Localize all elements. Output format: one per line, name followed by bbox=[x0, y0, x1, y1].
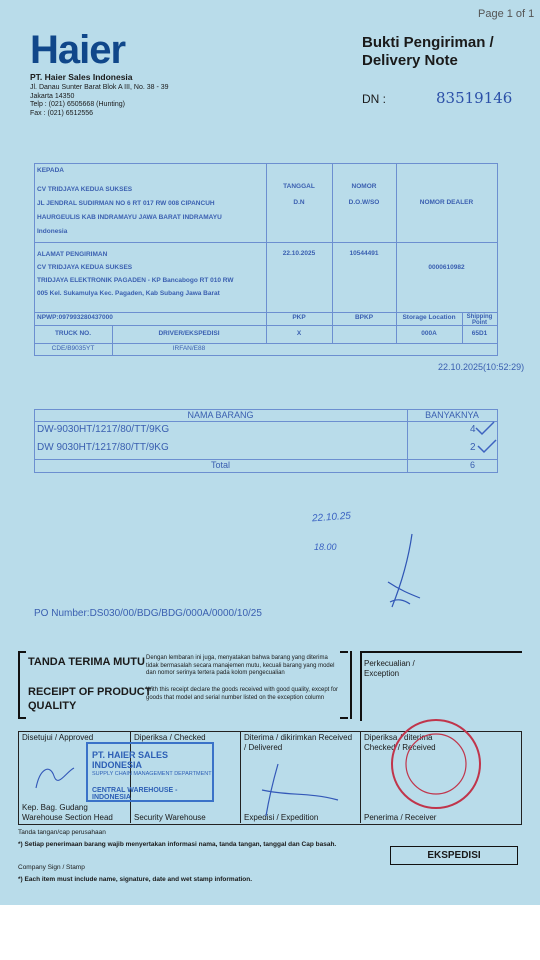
nomor-header: NOMOR bbox=[351, 183, 377, 190]
alamat-line: TRIDJAYA ELEKTRONIK PAGADEN - KP Bancabogo RT 010 RW bbox=[37, 277, 234, 284]
kepada-line: HAURGEULIS KAB INDRAMAYU JAWA BARAT INDRAMAYU bbox=[37, 214, 222, 221]
item-row-qty: 2 bbox=[470, 442, 476, 453]
receipt-title-en-line: RECEIPT OF PRODUCT bbox=[28, 686, 152, 698]
shipping-value: 65D1 bbox=[471, 330, 488, 337]
address-line: Telp : (021) 6505668 (Hunting) bbox=[30, 101, 125, 108]
received-label: Diterima / dikirimkan Received / Delivered bbox=[244, 733, 353, 752]
security-label: Security Warehouse bbox=[134, 813, 206, 822]
receipt-title-id: TANDA TERIMA MUTU bbox=[28, 656, 145, 668]
frame-corner bbox=[340, 651, 348, 653]
kepada-label: KEPADA bbox=[37, 167, 64, 174]
footer-sign-en: Company Sign / Stamp bbox=[18, 864, 85, 871]
check-icon bbox=[476, 438, 498, 454]
address-line: Fax : (021) 6512556 bbox=[30, 109, 94, 117]
doc-title bbox=[362, 34, 494, 70]
signature-mark bbox=[258, 760, 348, 820]
receipt-title-en-line: QUALITY bbox=[28, 700, 77, 712]
table-line bbox=[34, 355, 498, 356]
approved-label: Disetujui / Approved bbox=[22, 733, 94, 742]
kepada-address bbox=[37, 183, 222, 239]
ekspedisi-box: EKSPEDISI bbox=[390, 846, 518, 865]
warehouse-head-line: Warehouse Section Head bbox=[22, 813, 113, 822]
shipping-label: Shipping Point bbox=[466, 314, 493, 326]
warehouse-stamp bbox=[86, 742, 214, 802]
handwritten-time: 18.00 bbox=[314, 542, 337, 552]
items-header-name: NAMA BARANG bbox=[187, 410, 254, 420]
timestamp: 22.10.2025(10:52:29) bbox=[438, 362, 525, 372]
driver-label: DRIVER/EKSPEDISI bbox=[158, 330, 220, 337]
dealer-value: 0000610982 bbox=[428, 264, 465, 271]
address-line: Jl. Danau Sunter Barat Blok A III, No. 38 - 39 bbox=[30, 84, 169, 91]
items-header-qty: BANYAKNYA bbox=[425, 410, 479, 420]
signature-mark bbox=[30, 758, 80, 798]
bpkp-label: BPKP bbox=[354, 314, 374, 321]
address-line: Jakarta 14350 bbox=[30, 92, 75, 100]
item-row-name: DW-9030HT/1217/80/TT/9KG bbox=[37, 424, 170, 435]
company-round-stamp bbox=[386, 714, 486, 814]
table-line bbox=[34, 163, 35, 355]
alamat-line: CV TRIDJAYA KEDUA SUKSES bbox=[37, 264, 133, 271]
stamp-line: SUPPLY CHAIN MANAGEMENT DEPARTMENT bbox=[92, 771, 212, 777]
exception-label: Perkecualian / Exception bbox=[364, 659, 415, 678]
storage-value: 000A bbox=[421, 330, 437, 337]
haier-logo: Haier bbox=[30, 28, 126, 72]
handwritten-date: 22.10.25 bbox=[311, 510, 352, 525]
dn-number: 83519146 bbox=[436, 89, 513, 107]
sig-divider bbox=[240, 731, 241, 823]
receipt-text-id: Dengan lembaran ini juga, menyatakan bahwa barang yang diterima tidak bermasalah secara manajemen mutu, kecuali barang yang model dan nomor serinya tertera pada kolom pengecualian bbox=[146, 655, 335, 676]
frame-corner bbox=[340, 717, 348, 719]
signature-mark bbox=[380, 532, 430, 612]
receipt-title-en bbox=[28, 685, 151, 713]
footer-note-en: *) Each item must include name, signature, date and wet stamp information. bbox=[18, 876, 253, 883]
po-number: PO Number:DS030/00/BDG/BDG/000A/0000/10/25 bbox=[34, 608, 262, 619]
tanggal-sub: D.N bbox=[293, 199, 305, 206]
table-line bbox=[497, 163, 498, 355]
penerima-label: Penerima / Receiver bbox=[364, 813, 437, 822]
dealer-header: NOMOR DEALER bbox=[419, 199, 474, 206]
table-line bbox=[34, 343, 498, 344]
kepada-line: Indonesia bbox=[37, 228, 68, 235]
total-value: 6 bbox=[470, 460, 476, 470]
items-line bbox=[34, 421, 498, 422]
checked-label: Diperiksa / Checked bbox=[134, 733, 206, 742]
tanggal-value: 22.10.2025 bbox=[282, 250, 316, 257]
driver-value: IRFAN/E88 bbox=[172, 345, 206, 352]
item-row-name: DW 9030HT/1217/80/TT/9KG bbox=[37, 442, 169, 453]
company-address bbox=[30, 84, 169, 118]
alamat-line: 005 Kel. Sukamulya Kec. Pagaden, Kab Subang Jawa Barat bbox=[37, 290, 220, 297]
kepada-line: CV TRIDJAYA KEDUA SUKSES bbox=[37, 186, 133, 193]
sig-divider bbox=[360, 731, 361, 823]
footer-sign-id: Tanda tangan/cap perusahaan bbox=[18, 829, 106, 836]
doc-title-line-1: Bukti Pengiriman / bbox=[362, 34, 494, 51]
nomor-sub: D.O.W/SO bbox=[348, 199, 380, 206]
nomor-value: 10544491 bbox=[349, 250, 379, 257]
footer-note-id: *) Setiap penerimaan barang wajib menyertakan informasi nama, tanda tangan, tanggal dan Cap basah. bbox=[18, 841, 337, 848]
truck-value: CDE/B9035YT bbox=[51, 345, 95, 352]
expedisi-label: Expedisi / Expedition bbox=[244, 813, 319, 822]
alamat-label: ALAMAT PENGIRIMAN bbox=[37, 251, 108, 258]
item-row-qty: 4 bbox=[470, 424, 476, 435]
tanggal-header: TANGGAL bbox=[283, 183, 315, 190]
check-icon bbox=[474, 420, 496, 436]
receipt-text-en: With this receipt declare the goods received with good quality, except for goods that model and serial number listed on the exception column bbox=[146, 687, 338, 701]
storage-label: Storage Location bbox=[402, 314, 456, 321]
frame-corner bbox=[18, 717, 26, 719]
pkp-value: X bbox=[296, 330, 302, 337]
frame-corner bbox=[18, 651, 26, 653]
stamp-line: PT. HAIER SALES INDONESIA bbox=[92, 750, 169, 770]
kepada-line: JL JENDRAL SUDIRMAN NO 6 RT 017 RW 008 CIPANCUH bbox=[37, 200, 215, 207]
stamp-line: CENTRAL WAREHOUSE - INDONESIA bbox=[92, 787, 178, 801]
checked2-label: Diperiksa / diterima Checked / Received bbox=[364, 733, 436, 752]
total-label: Total bbox=[210, 460, 230, 470]
pkp-label: PKP bbox=[292, 314, 306, 321]
npwp: NPWP:097993280437000 bbox=[37, 314, 113, 321]
items-line bbox=[34, 472, 498, 473]
dn-label: DN : bbox=[362, 92, 386, 106]
warehouse-head-line: Kep. Bag. Gudang bbox=[22, 803, 88, 812]
warehouse-head-label bbox=[22, 803, 113, 823]
company-name: PT. Haier Sales Indonesia bbox=[30, 72, 133, 82]
truck-label: TRUCK NO. bbox=[54, 330, 92, 337]
page-label: Page 1 of 1 bbox=[478, 8, 535, 20]
doc-title-line-2: Delivery Note bbox=[362, 52, 458, 69]
alamat-block bbox=[37, 248, 233, 300]
